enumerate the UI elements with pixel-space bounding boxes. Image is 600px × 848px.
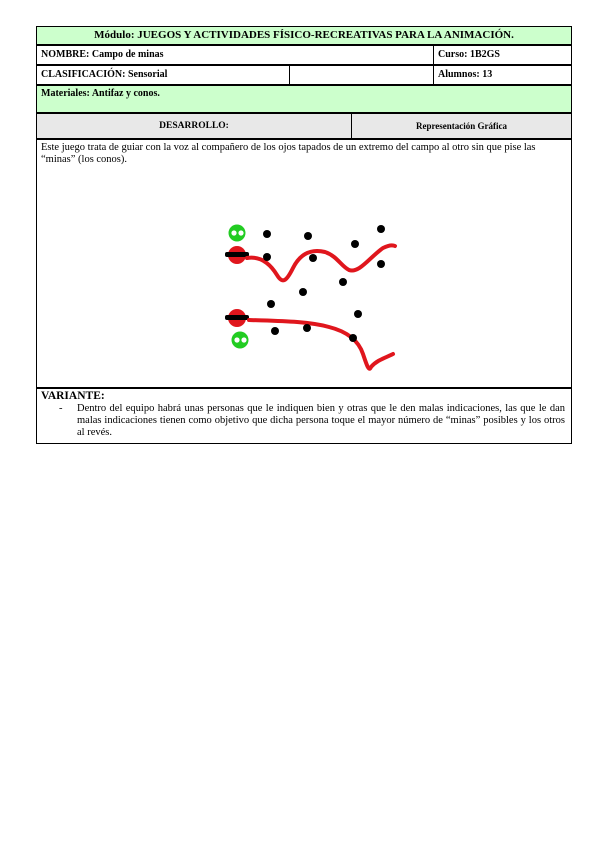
guide-bottom-icon: [232, 332, 249, 349]
curso-label: Curso:: [438, 49, 468, 60]
path-top: [247, 245, 395, 280]
row-clasificacion: [36, 65, 572, 85]
module-label: Módulo:: [94, 29, 135, 41]
row-nombre: [36, 45, 572, 65]
player-top-icon: [225, 246, 249, 264]
minefield-diagram: [37, 140, 573, 389]
player-bottom-icon: [225, 309, 249, 327]
representacion-header: Representación Gráfica: [415, 121, 508, 131]
alumnos-label: Alumnos:: [438, 69, 480, 80]
materiales-value: Antifaz y conos.: [91, 88, 160, 99]
variante-item-text: Dentro del equipo habrá unas personas que le indiquen bien y otras que le den malas indicaciones, las que le dan malas indicaciones tienen como objetivo que dicha persona toque el mayor número de “minas” posibles y los otros al revés.: [77, 403, 565, 438]
desarrollo-body: [36, 139, 572, 388]
alumnos-value: 13: [482, 69, 493, 80]
path-bottom: [249, 320, 393, 369]
nombre-label: NOMBRE:: [41, 49, 90, 60]
alumnos-cell: [434, 66, 571, 84]
module-header: [36, 26, 572, 45]
curso-cell: [434, 46, 571, 64]
variante-section: [36, 388, 572, 444]
row-materiales: [36, 85, 572, 113]
row-section-headers: [36, 113, 572, 139]
materiales-cell: [37, 86, 571, 112]
clasificacion-cell: [37, 66, 289, 84]
variante-bullet: -: [59, 403, 63, 414]
module-title: [37, 27, 571, 43]
desarrollo-text: Este juego trata de guiar con la voz al compañero de los ojos tapados de un extremo del campo al otro sin que pise las “minas” (los conos).: [41, 142, 536, 165]
clasificacion-value: Sensorial: [127, 69, 168, 80]
variante-title: VARIANTE:: [41, 390, 105, 402]
nombre-value: Campo de minas: [91, 49, 164, 60]
desarrollo-header: DESARROLLO:: [159, 121, 229, 131]
materiales-label: Materiales:: [41, 88, 90, 99]
module-value: JUEGOS Y ACTIVIDADES FÍSICO-RECREATIVAS PARA LA ANIMACIÓN.: [137, 29, 514, 41]
clasificacion-label: CLASIFICACIÓN:: [41, 69, 126, 80]
variante-item: [37, 403, 571, 439]
guide-top-icon: [229, 225, 246, 242]
nombre-cell: [37, 46, 433, 64]
curso-value: 1B2GS: [469, 49, 500, 60]
